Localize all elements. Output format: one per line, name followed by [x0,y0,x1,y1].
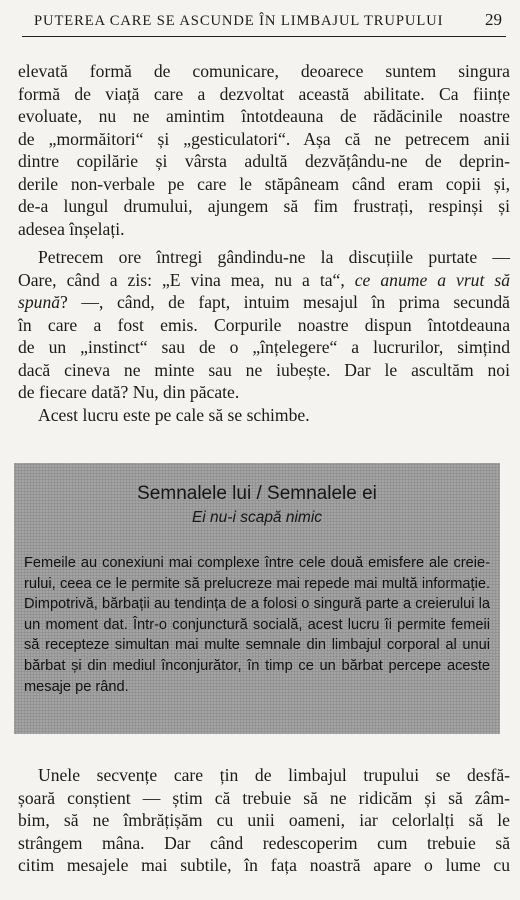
text-line: Unele secvențe care țin de limbajul trupului se desfă- [38,765,510,785]
running-header [22,8,506,37]
text-line [18,291,510,314]
text-line: dintre copilărie și vârsta adultă dezvățându-ne de deprin- [18,151,510,171]
text-line: de „mormăitori“ și „gesticulatori“. Așa că ne petrecem anii [18,128,510,149]
text-line: formă de viață care a dezvoltat această abilitate. Ca ființe [18,83,510,104]
text-line: elevată formă de comunicare, deoarece suntem singura [18,61,510,81]
sidebar-title: Semnalele lui / Semnalele ei [137,483,377,504]
text-line: șoară conștient — știm că trebuie să ne ridicăm și să zâm- [18,787,510,808]
sidebar-body [24,553,490,697]
sidebar-line: Dimpotrivă, bărbații au tendința de a folosi o singură parte a creierului la [24,596,490,613]
text-line: citim mesajele mai subtile, în fața noastră apare o lume cu [18,855,510,875]
text-line: în care a fost emis. Corpurile noastre dispun întotdeauna [18,314,510,335]
sidebar-line: un moment dat. Într-o conjunctură socială, acest lucru îi permite femeii [24,616,490,633]
paragraph-4 [18,764,510,877]
sidebar-subtitle: Ei nu-i scapă nimic [191,509,323,526]
text-line [18,269,510,292]
sidebar-line: mesaje pe rând. [24,678,129,695]
paragraph-2 [18,246,510,426]
paragraph-1 [18,60,510,240]
text-line: dacă cineva ne minte sau ne iubește. Dar le ascultăm noi [18,359,510,380]
sidebar-line: să recepteze simultan mai multe semnale din limbajul corporal al unui [24,637,490,654]
sidebar-line: bărbat și din mediul înconjurător, în timp ce un bărbat percepe aceste [24,657,490,674]
text-run: Oare, când a zis: „E vina mea, nu a ta“, [18,269,355,290]
text-line: de-a lungul drumului, ajungem să fim frustrați, respinși și [18,196,510,216]
text-line: strângem mâna. Dar când redescoperim cum trebuie să [18,832,510,853]
text-line: de un „instinct“ sau de o „înțelegere“ a lucrurilor, simțind [18,337,510,357]
text-line: Petrecem ore întregi gândindu-ne la discuțiile purtate — [38,247,510,267]
sidebar-line: rului, ceea ce le permite să prelucreze mai repede mai multă informație. [24,575,490,592]
italic-quote: spună [18,292,61,312]
italic-quote: ce anume a vrut să [354,269,510,290]
sidebar-box [14,463,500,734]
text-line: adesea înșelați. [18,218,125,239]
sidebar-line: Femeile au conexiuni mai complexe între cele două emisfere ale creie- [24,555,490,571]
running-title: PUTEREA CARE SE ASCUNDE ÎN LIMBAJUL TRUPULUI [34,13,444,29]
text-line: Acest lucru este pe cale să se schimbe. [38,404,310,425]
text-line: derile non-verbale pe care le stăpâneam când eram copii și, [18,173,510,194]
text-line: bim, să ne îmbrățișăm cu unii oameni, iar celorlalți să le [18,810,510,830]
page-number: 29 [485,10,502,29]
text-line: de fiecare dată? Nu, din păcate. [18,382,240,402]
text-line: evoluate, nu ne amintim întotdeauna de rădăcinile noastre [18,106,510,126]
text-run: ? —, când, de fapt, intuim mesajul în prima secundă [60,292,510,312]
